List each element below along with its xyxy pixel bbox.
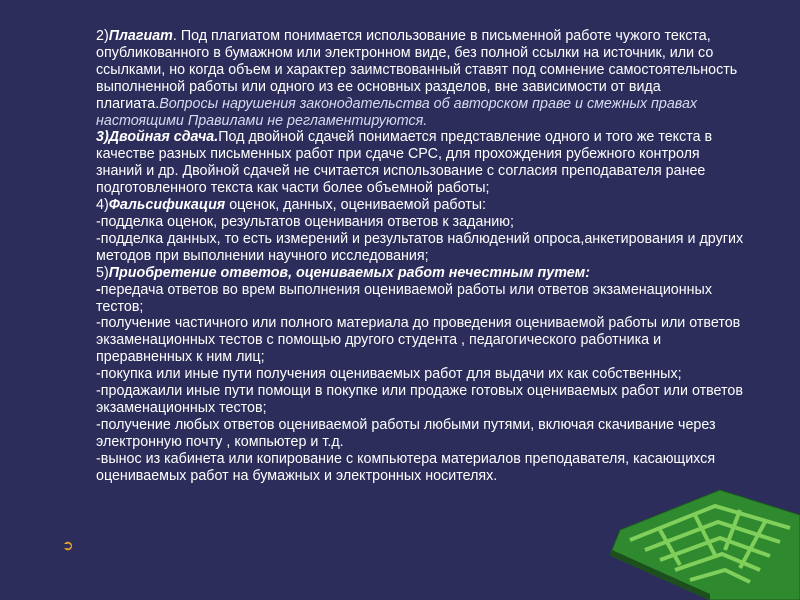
paragraph xyxy=(96,282,746,316)
paragraph xyxy=(96,366,746,383)
text-run: 2) xyxy=(96,28,109,44)
paragraph xyxy=(96,417,746,451)
paragraph xyxy=(96,28,746,129)
text-run: -вынос из кабинета или копирование с компьютера материалов преподавателя, касающихся оцениваемых работ на бумажных и электронных носителях. xyxy=(96,450,716,484)
paragraph xyxy=(96,214,746,231)
paragraph xyxy=(96,231,746,265)
text-run: . Под плагиатом понимается использование в письменной работе чужого текста, опубликованного в бумажном или электронном виде, без полной ссылки на источник, или со ссылками, но когда объем и характер заимствованный ставят под сомнение самостоятельность выполненной работы или одного из ее основных разделов, вне зависимости от вида плагиата. xyxy=(96,28,738,112)
text-run: -подделка оценок, результатов оценивания ответов к заданию; xyxy=(96,213,514,230)
text-run: -получение частичного или полного материала до проведения оцениваемой работы или ответов экзаменационных тестов с помощью другого студента , педагогического работника и преравненных к ним лиц; xyxy=(96,315,741,366)
paragraph xyxy=(96,451,746,485)
bullet-icon: ➲ xyxy=(62,537,74,553)
text-run: 3)Двойная сдача. xyxy=(96,129,219,146)
text-run: передача ответов во врем выполнения оцениваемой работы или ответов экзаменационных тестов; xyxy=(96,281,712,315)
text-run: -получение любых ответов оцениваемой работы любыми путями, включая скачивание через электронную почту , компьютер и т.д. xyxy=(96,416,716,450)
text-run: -подделка данных, то есть измерений и результатов наблюдений опроса,анкетирования и других методов при выполнении научного исследования; xyxy=(96,230,744,264)
paragraph xyxy=(96,265,746,282)
paragraph xyxy=(96,315,746,366)
text-run: 4) xyxy=(96,197,109,214)
text-run: Под двойной сдачей понимается представление одного и того же текста в качестве разных письменных работ при сдаче СРС, для прохождения рубежного контроля знаний и др. Двойной сдачей не считается использование с согласия преподавателя ранее подготовленного текста как части более объемной работы; xyxy=(96,129,713,197)
text-run: Плагиат xyxy=(108,28,173,44)
text-run: Приобретение ответов, оцениваемых работ нечестным путем: xyxy=(108,264,591,281)
text-run: 5) xyxy=(96,264,109,281)
maze-graphic xyxy=(600,470,800,600)
paragraph xyxy=(96,383,746,417)
paragraph xyxy=(96,197,746,214)
slide-body-text xyxy=(96,28,746,484)
text-run: - xyxy=(96,281,101,298)
text-run: -покупка или иные пути получения оцениваемых работ для выдачи их как собственных; xyxy=(96,366,682,383)
text-run: оценок, данных, оцениваемой работы: xyxy=(225,197,487,214)
text-run: -продажаили иные пути помощи в покупке или продаже готовых оцениваемых работ или ответов экзаменационных тестов; xyxy=(96,383,743,416)
text-run: Вопросы нарушения законодательства об авторском праве и смежных правах настоящими Правилами не регламентируются. xyxy=(96,95,698,129)
text-run: Фальсификация xyxy=(108,197,226,214)
paragraph xyxy=(96,129,746,197)
